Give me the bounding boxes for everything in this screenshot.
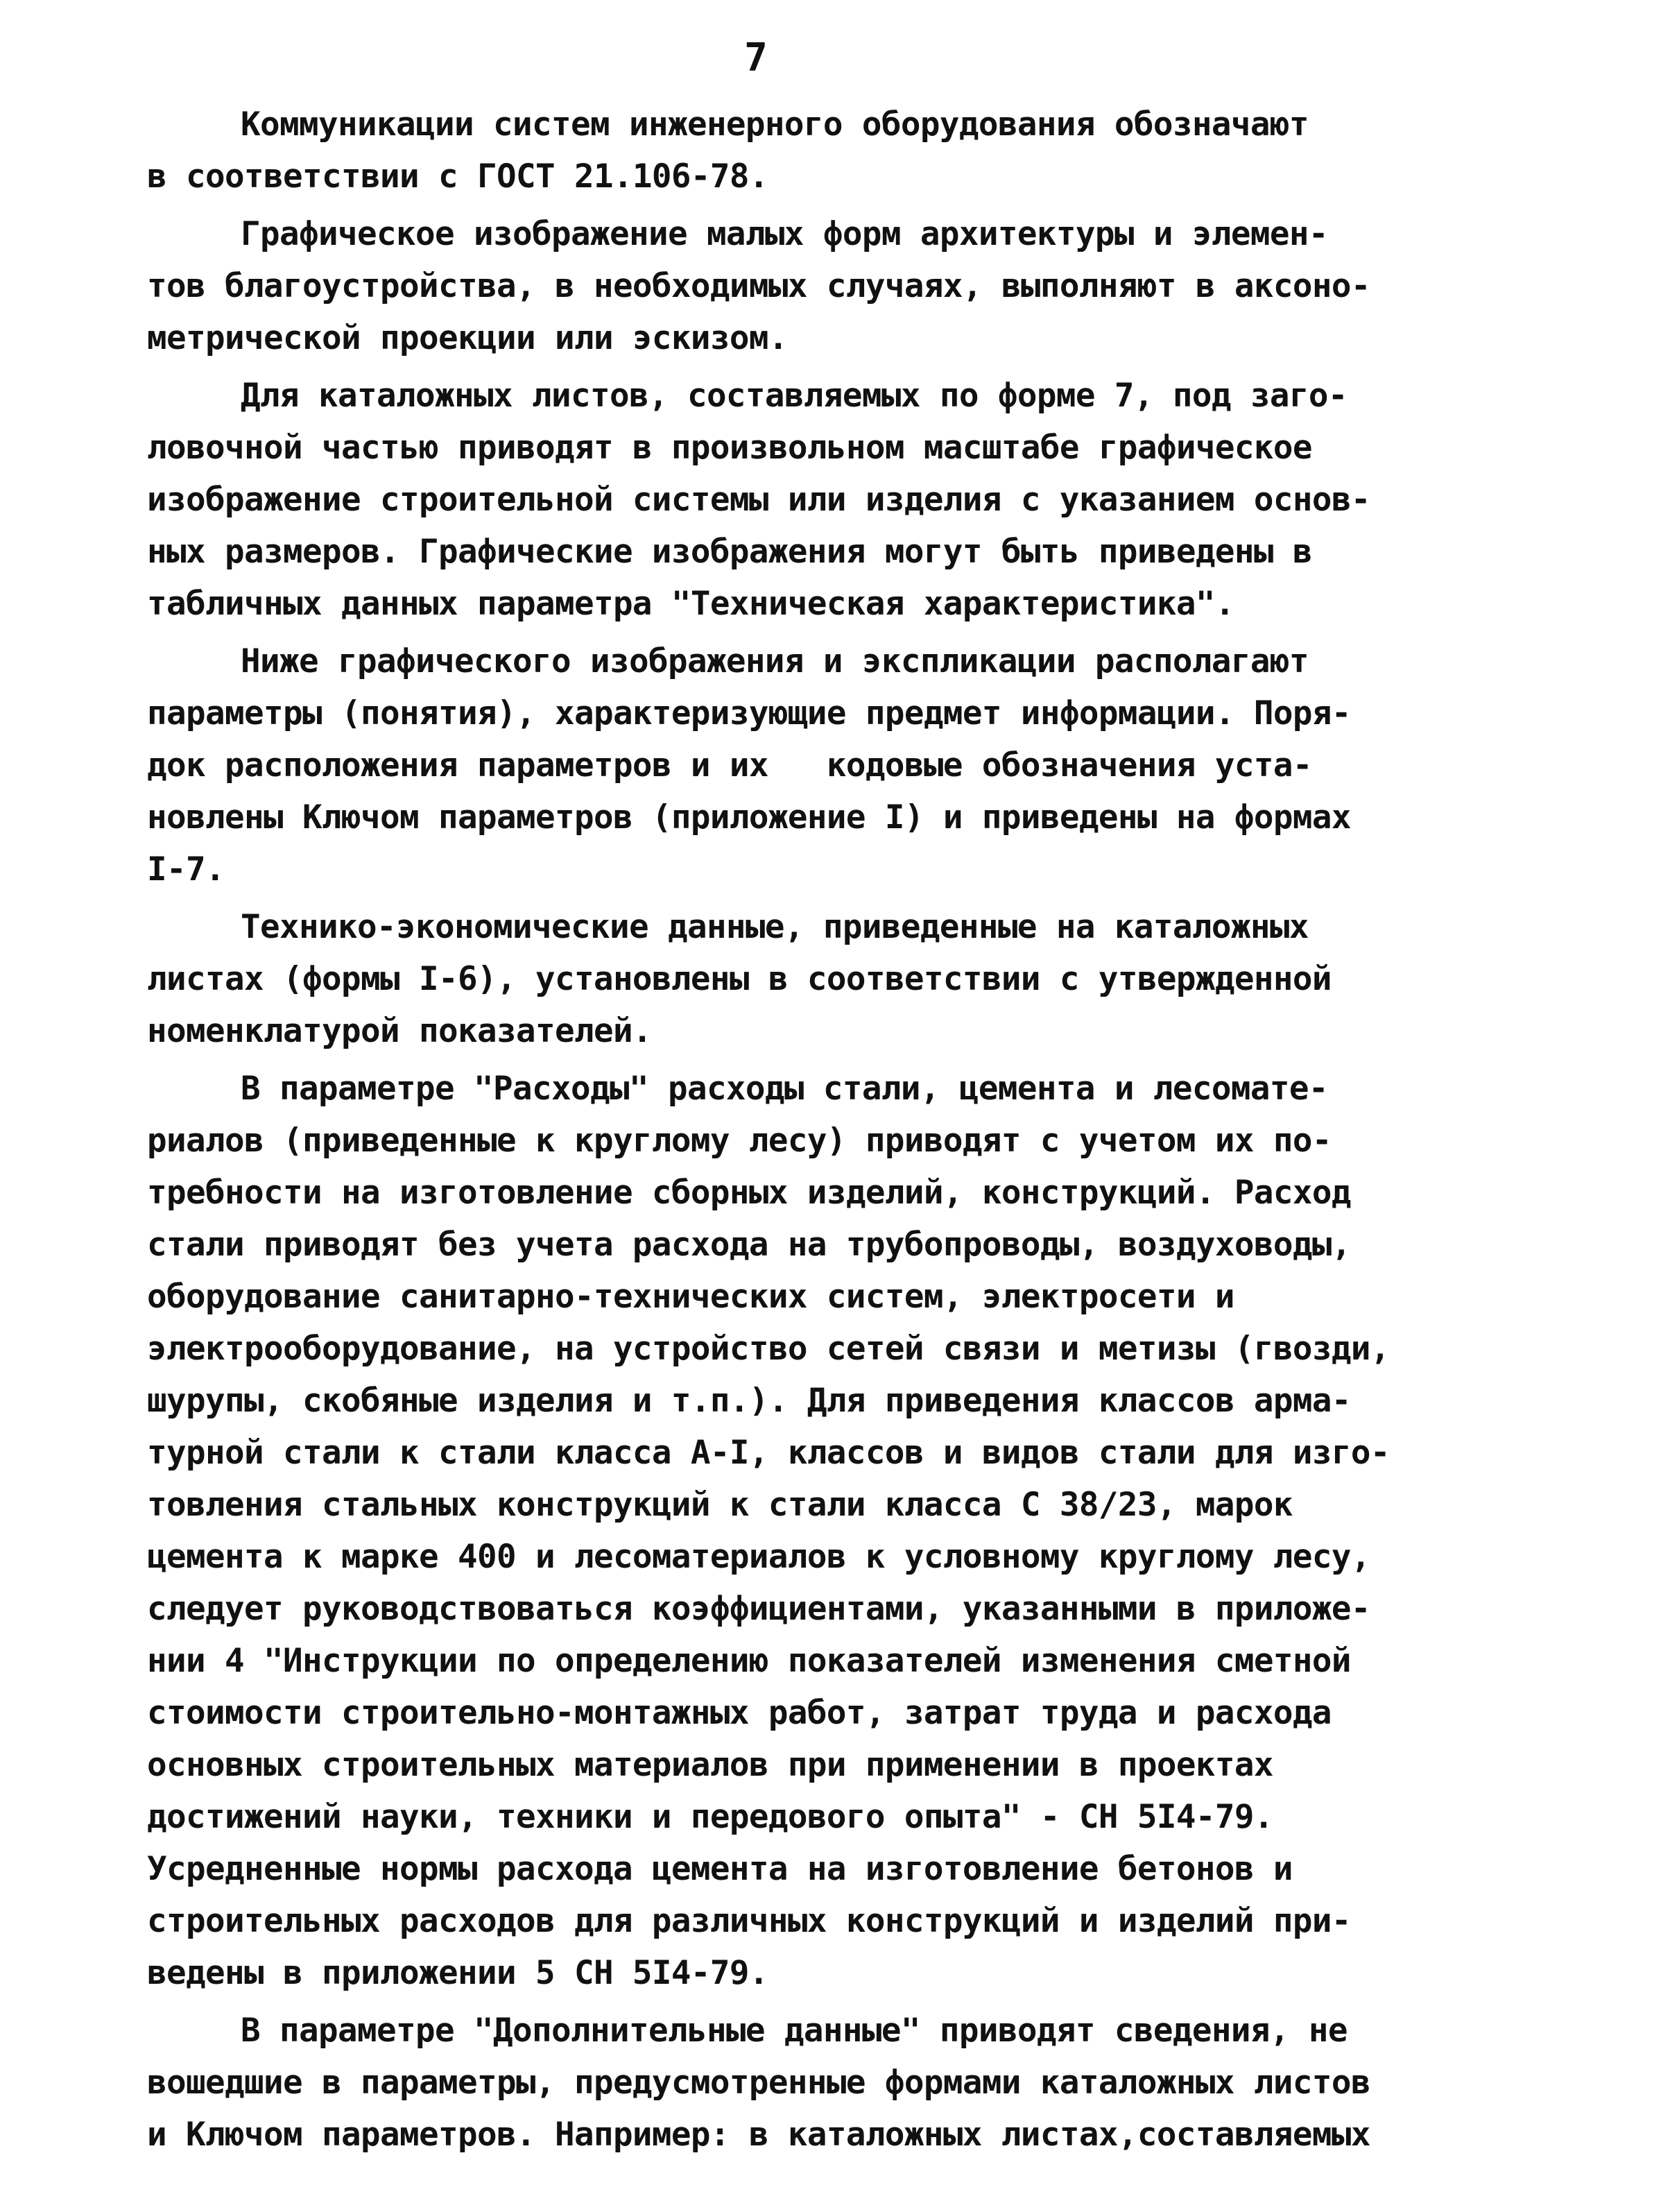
text-line: В параметре "Расходы" расходы стали, цемента и лесомате- xyxy=(241,1070,1328,1108)
text-line: нии 4 "Инструкции по определению показателей изменения сметной xyxy=(147,1642,1351,1680)
text-line: риалов (приведенные к круглому лесу) приводят с учетом их по- xyxy=(147,1122,1332,1160)
text-line: товления стальных конструкций к стали класса С 38/23, марок xyxy=(147,1486,1293,1524)
text-line: Усредненные нормы расхода цемента на изготовление бетонов и xyxy=(147,1850,1293,1888)
text-line: Для каталожных листов, составляемых по форме 7, под заго- xyxy=(241,377,1347,415)
text-line: I-7. xyxy=(147,850,225,889)
text-line: строительных расходов для различных конструкций и изделий при- xyxy=(147,1902,1351,1940)
text-line: оборудование санитарно-технических систем, электросети и xyxy=(147,1278,1234,1316)
text-line: турной стали к стали класса А-I, классов и видов стали для изго- xyxy=(147,1434,1390,1472)
text-line: цемента к марке 400 и лесоматериалов к условному круглому лесу, xyxy=(147,1538,1370,1576)
text-line: листах (формы I-6), установлены в соответствии с утвержденной xyxy=(147,960,1332,998)
text-line: В параметре "Дополнительные данные" приводят сведения, не xyxy=(241,2012,1347,2050)
text-line: Коммуникации систем инженерного оборудования обозначают xyxy=(241,105,1309,144)
text-line: стоимости строительно-монтажных работ, затрат труда и расхода xyxy=(147,1694,1332,1732)
text-line: номенклатурой показателей. xyxy=(147,1012,652,1050)
text-line: новлены Ключом параметров (приложение I) и приведены на формах xyxy=(147,798,1351,837)
text-line: шурупы, скобяные изделия и т.п.). Для приведения классов арма- xyxy=(147,1382,1351,1420)
text-line: ловочной частью приводят в произвольном масштабе графическое xyxy=(147,429,1312,467)
text-line: Ниже графического изображения и экспликации располагают xyxy=(241,642,1309,680)
text-line: стали приводят без учета расхода на трубопроводы, воздуховоды, xyxy=(147,1226,1351,1264)
text-line: требности на изготовление сборных изделий, конструкций. Расход xyxy=(147,1174,1351,1212)
text-line: ведены в приложении 5 СН 5I4-79. xyxy=(147,1954,768,1992)
body-text xyxy=(147,98,1562,2161)
text-line: достижений науки, техники и передового опыта" - СН 5I4-79. xyxy=(147,1798,1273,1836)
text-line: и Ключом параметров. Например: в каталожных листах,составляемых xyxy=(147,2116,1370,2154)
text-line: вошедшие в параметры, предусмотренные формами каталожных листов xyxy=(147,2064,1370,2102)
text-line: Технико-экономические данные, приведенные на каталожных xyxy=(241,908,1309,946)
text-line: метрической проекции или эскизом. xyxy=(147,319,788,357)
text-line: параметры (понятия), характеризующие предмет информации. Поря- xyxy=(147,694,1351,732)
text-line: тов благоустройства, в необходимых случаях, выполняют в аксоно- xyxy=(147,267,1370,305)
text-line: Графическое изображение малых форм архитектуры и элемен- xyxy=(241,215,1328,253)
text-line: электрооборудование, на устройство сетей связи и метизы (гвозди, xyxy=(147,1330,1390,1368)
text-line: в соответствии с ГОСТ 21.106-78. xyxy=(147,157,768,196)
text-line: изображение строительной системы или изделия с указанием основ- xyxy=(147,481,1370,519)
text-line: основных строительных материалов при применении в проектах xyxy=(147,1746,1273,1784)
text-line: ных размеров. Графические изображения могут быть приведены в xyxy=(147,533,1312,571)
text-line: док расположения параметров и их кодовые обозначения уста- xyxy=(147,746,1312,785)
text-line: следует руководствоваться коэффициентами, указанными в приложе- xyxy=(147,1590,1370,1628)
page-number: 7 xyxy=(744,35,768,80)
text-line: табличных данных параметра "Техническая характеристика". xyxy=(147,585,1234,623)
